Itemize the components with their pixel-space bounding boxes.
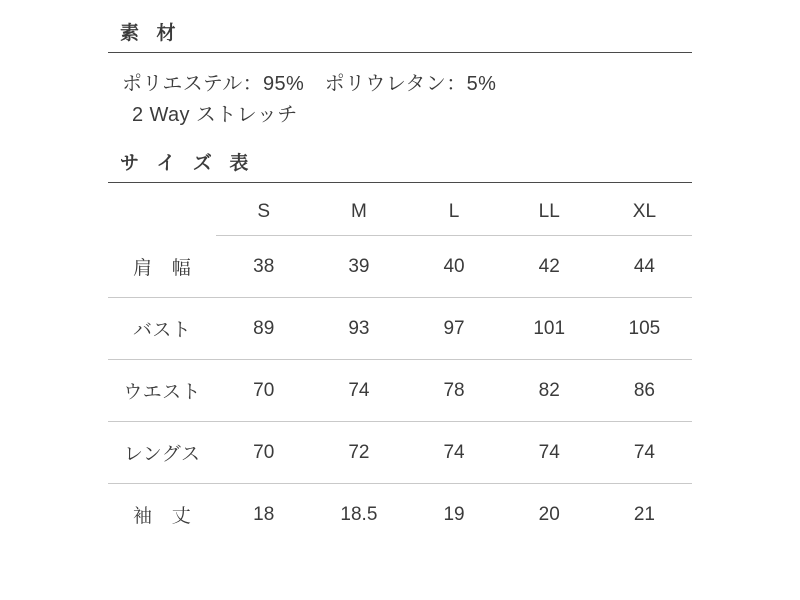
size-table-head bbox=[108, 189, 692, 236]
cell-bust-ll: 101 bbox=[502, 298, 597, 360]
cell-sleeve-l: 19 bbox=[443, 503, 465, 525]
cell-length-xl: 74 bbox=[597, 422, 692, 484]
cell-bust-xl: 105 bbox=[597, 298, 692, 360]
table-row bbox=[108, 484, 692, 546]
row-label-waist: ウエスト bbox=[108, 360, 216, 422]
material-line-composition: ポリエステル：95% ポリウレタン：5% bbox=[122, 73, 497, 95]
cell-shoulder-s: 38 bbox=[216, 236, 311, 298]
cell-bust-s: 89 bbox=[216, 298, 311, 360]
column-header-s: S bbox=[216, 189, 311, 236]
table-header-row bbox=[108, 189, 692, 236]
table-row bbox=[108, 298, 692, 360]
cell-length-s: 70 bbox=[216, 422, 311, 484]
cell-length-m: 72 bbox=[311, 422, 406, 484]
cell-bust-m: 93 bbox=[311, 298, 406, 360]
cell-waist-m: 74 bbox=[311, 360, 406, 422]
cell-sleeve-xl: 21 bbox=[633, 503, 655, 525]
cell-shoulder-ll: 42 bbox=[502, 236, 597, 298]
table-row bbox=[108, 360, 692, 422]
material-line-stretch: 2 Way ストレッチ bbox=[132, 104, 298, 126]
row-label-shoulder: 肩 幅 bbox=[108, 236, 216, 298]
row-label-length: レングス bbox=[108, 422, 216, 484]
size-chart-heading: サ イ ズ 表 bbox=[120, 153, 255, 174]
size-table bbox=[108, 189, 692, 545]
cell-shoulder-m: 39 bbox=[311, 236, 406, 298]
column-header-m: M bbox=[311, 189, 406, 236]
cell-waist-ll: 82 bbox=[502, 360, 597, 422]
cell-shoulder-xl: 44 bbox=[597, 236, 692, 298]
cell-sleeve-ll: 20 bbox=[538, 503, 560, 525]
table-corner-cell bbox=[108, 189, 216, 236]
material-section bbox=[108, 18, 692, 131]
size-table-body bbox=[108, 236, 692, 546]
row-label-sleeve: 袖 丈 bbox=[133, 506, 192, 527]
cell-waist-xl: 86 bbox=[597, 360, 692, 422]
cell-sleeve-m: 18.5 bbox=[340, 503, 378, 525]
cell-bust-l: 97 bbox=[406, 298, 501, 360]
table-row bbox=[108, 236, 692, 298]
size-chart-section bbox=[108, 148, 692, 545]
cell-length-ll: 74 bbox=[502, 422, 597, 484]
material-content bbox=[108, 53, 692, 131]
cell-length-l: 74 bbox=[406, 422, 501, 484]
column-header-ll: LL bbox=[502, 189, 597, 236]
column-header-xl: XL bbox=[597, 189, 692, 236]
material-heading: 素 材 bbox=[120, 23, 182, 44]
cell-sleeve-s: 18 bbox=[253, 503, 275, 525]
cell-waist-s: 70 bbox=[216, 360, 311, 422]
cell-waist-l: 78 bbox=[406, 360, 501, 422]
size-chart-heading-divider bbox=[108, 182, 692, 183]
cell-shoulder-l: 40 bbox=[406, 236, 501, 298]
row-label-bust: バスト bbox=[108, 298, 216, 360]
table-row bbox=[108, 422, 692, 484]
column-header-l: L bbox=[406, 189, 501, 236]
